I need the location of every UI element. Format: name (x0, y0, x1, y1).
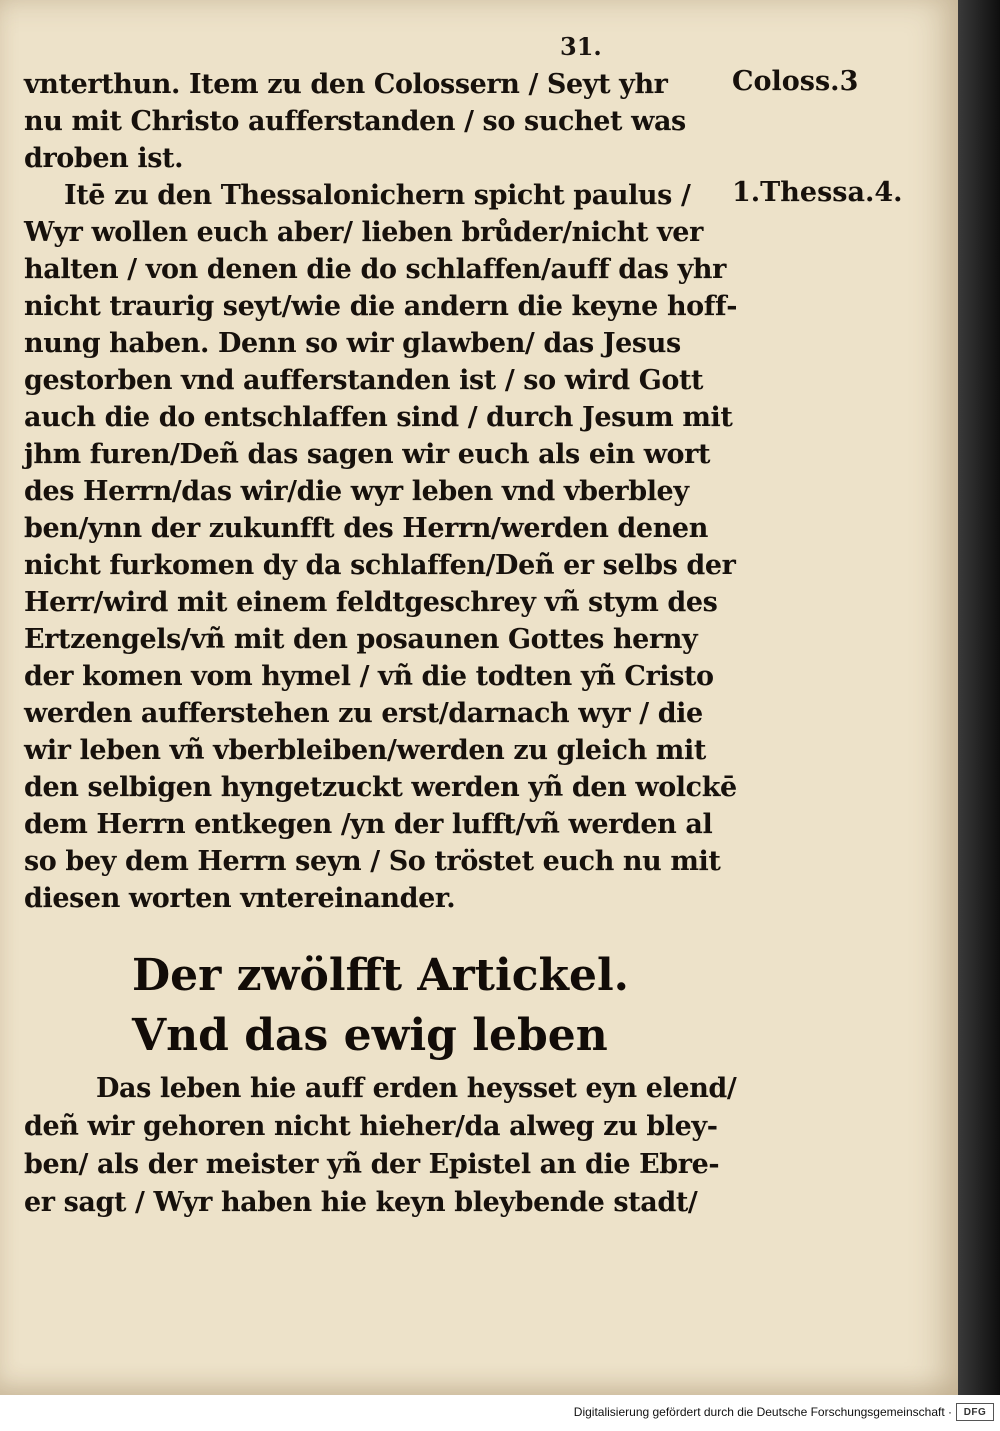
text-line: dem Herrn entkegen /yn der lufft/vñ werden al (24, 809, 713, 840)
text-line: Herr/wird mit einem feldtgeschrey vñ stym des (24, 587, 718, 618)
text-line: so bey dem Herrn seyn / So tröstet euch nu mit (24, 846, 721, 877)
text-line: nicht traurig seyt/wie die andern die keyne hoff‑ (24, 291, 738, 322)
text-line: nicht furkomen dy da schlaffen/Deñ er selbs der (24, 550, 736, 581)
text-line: der komen vom hymel / vñ die todten yñ Cristo (24, 661, 714, 692)
dfg-logo: DFG (956, 1403, 994, 1421)
text-line: droben ist. (24, 143, 184, 174)
text-line: ben/ynn der zukunfft des Herrn/werden denen (24, 513, 708, 544)
text-line: jhm furen/Deñ das sagen wir euch als ein wort (24, 439, 711, 470)
text-line: Ertzengels/vñ mit den posaunen Gottes herny (24, 624, 698, 655)
text-line: auch die do entschlaffen sind / durch Jesum mit (24, 402, 733, 433)
text-line: diesen worten vntereinander. (24, 883, 456, 914)
text-line: ben/ als der meister yñ der Epistel an die Ebre‑ (24, 1149, 720, 1180)
text-line: des Herrn/das wir/die wyr leben vnd vberbley (24, 476, 689, 507)
text-line: Wyr wollen euch aber/ lieben brůder/nicht ver (24, 217, 703, 248)
article-subheading: Vnd das ewig leben (132, 1010, 608, 1061)
text-line: halten / von denen die do schlaffen/auff das yhr (24, 254, 726, 285)
text-line: nung haben. Denn so wir glawben/ das Jesus (24, 328, 681, 359)
text-line: Itē zu den Thessalonichern spicht paulus / (64, 180, 691, 211)
folio-number: 31. (560, 32, 602, 61)
text-line: vnterthun. Item zu den Colossern / Seyt yhr (24, 69, 668, 100)
text-line: wir leben vñ vberbleiben/werden zu gleich mit (24, 735, 706, 766)
main-text-block (24, 66, 738, 917)
margin-note-colossians: Coloss.3 (732, 66, 859, 97)
text-line: nu mit Christo aufferstanden / so suchet was (24, 106, 686, 137)
margin-note-thessalonians: 1.Thessa.4. (732, 177, 903, 208)
closing-text-block (24, 1070, 737, 1222)
text-line: werden aufferstehen zu erst/darnach wyr / die (24, 698, 703, 729)
footer-bar (0, 1395, 1000, 1431)
text-line: den selbigen hyngetzuckt werden yñ den wolckē (24, 772, 737, 803)
text-line: Das leben hie auff erden heysset eyn elend/ (96, 1073, 737, 1104)
funding-credit: Digitalisierung gefördert durch die Deutsche Forschungsgemeinschaft · (573, 1405, 952, 1419)
text-line: er sagt / Wyr haben hie keyn bleybende stadt/ (24, 1187, 698, 1218)
article-heading: Der zwölfft Artickel. (132, 950, 629, 1001)
text-line: gestorben vnd aufferstanden ist / so wird Gott (24, 365, 704, 396)
text-line: deñ wir gehoren nicht hieher/da alweg zu bley‑ (24, 1111, 718, 1142)
book-spine-edge (958, 0, 1000, 1395)
